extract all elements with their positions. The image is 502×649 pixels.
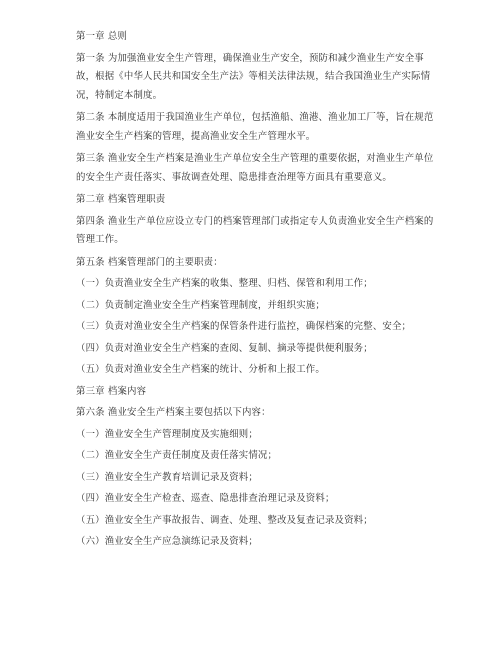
article-6: 第六条 渔业安全生产档案主要包括以下内容： <box>76 407 271 418</box>
article-1: 第一条 为加强渔业安全生产管理，确保渔业生产安全，预防和减少渔业生产安全事故，根据《中华人民共和国安全生产法》等相关法律法规，结合我国渔业生产实际情况，特制定本制度。 <box>76 52 431 101</box>
article-5-item-2: （二）负责制定渔业安全生产档案管理制度，并组织实施； <box>76 299 325 311</box>
article-6-item-4: （四）渔业安全生产检查、巡查、隐患排查治理记录及资料； <box>76 493 335 504</box>
chapter-2-heading: 第二章 档案管理职责 <box>76 194 166 205</box>
article-5-item-3: （三）负责对渔业安全生产档案的保管条件进行监控，确保档案的完整、安全； <box>76 321 412 332</box>
article-6-item-1: （一）渔业安全生产管理制度及实施细则； <box>76 428 258 440</box>
article-3: 第三条 渔业安全生产档案是渔业生产单位安全生产管理的重要依据，对渔业生产单位的安全生产责任落实、事故调查处理、隐患排查治理等方面具有重要意义。 <box>76 153 434 183</box>
article-6-item-2: （二）渔业安全生产责任制度及责任落实情况； <box>76 450 278 461</box>
article-6-item-5: （五）渔业安全生产事故报告、调查、处理、整改及复查记录及资料； <box>76 514 373 526</box>
document-body <box>76 28 436 555</box>
chapter-3-heading: 第三章 档案内容 <box>76 385 147 397</box>
article-6-item-3: （三）渔业安全生产教育培训记录及资料； <box>76 471 258 483</box>
chapter-1-heading: 第一章 总则 <box>76 31 128 42</box>
article-2: 第二条 本制度适用于我国渔业生产单位，包括渔船、渔港、渔业加工厂等，旨在规范渔业安全生产档案的管理，提高渔业安全生产管理水平。 <box>76 112 434 142</box>
article-5: 第五条 档案管理部门的主要职责： <box>76 256 223 268</box>
article-5-item-5: （五）负责对渔业安全生产档案的统计、分析和上报工作。 <box>76 364 325 375</box>
article-5-item-4: （四）负责对渔业安全生产档案的查阅、复制、摘录等提供便利服务； <box>76 342 373 354</box>
article-5-item-1: （一）负责渔业安全生产档案的收集、整理、归档、保管和利用工作； <box>76 278 373 289</box>
article-6-item-6: （六）渔业安全生产应急演练记录及资料； <box>76 536 258 547</box>
article-4: 第四条 渔业生产单位应设立专门的档案管理部门或指定专人负责渔业安全生产档案的管理工作。 <box>76 215 434 245</box>
